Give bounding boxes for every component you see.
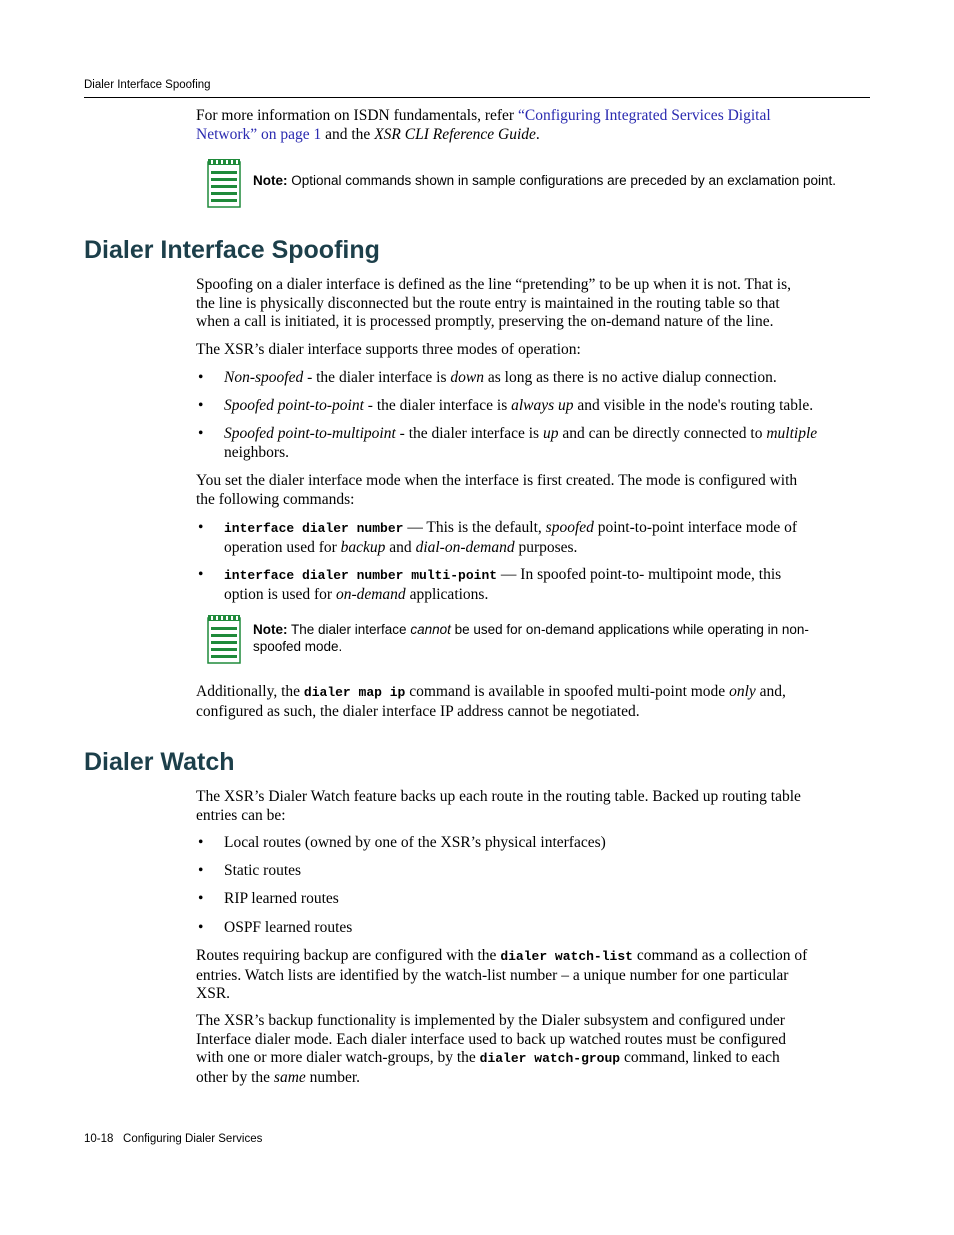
intro-prefix: For more information on ISDN fundamentals, refer — [196, 107, 518, 124]
bullet: • — [198, 862, 204, 879]
watch-group-paragraph — [196, 1012, 866, 1088]
note-emphasis: cannot — [410, 622, 451, 637]
mode-term: Spoofed point-to-multipoint — [224, 425, 396, 442]
command-text: and — [385, 538, 416, 556]
mode-item-point-to-multipoint — [224, 425, 866, 462]
dialer-watch-intro-paragraph — [196, 788, 866, 825]
command-text: option is used for — [224, 585, 336, 603]
text-span: command as a collection of — [632, 947, 808, 964]
text-line: entries can be: — [196, 806, 286, 824]
command-item-interface-dialer-number — [224, 519, 866, 557]
mode-emphasis: multiple — [766, 425, 818, 442]
command-text: purposes. — [514, 538, 578, 556]
text-line: XSR. — [196, 985, 231, 1003]
bullet: • — [198, 919, 204, 936]
bullet: • — [198, 566, 204, 583]
route-item-static: Static routes — [224, 862, 302, 879]
command-emphasis: dial-on-demand — [415, 538, 515, 556]
text-span: and, — [755, 683, 786, 700]
mode-term: Spoofed point-to-point — [224, 397, 364, 414]
text-span: number. — [305, 1069, 361, 1087]
text-line: the line is physically disconnected but the route entry is maintained in the routing table so that — [196, 294, 780, 312]
intro-paragraph — [196, 107, 866, 144]
mode-text: - the dialer interface is — [395, 425, 543, 442]
intro-end: . — [535, 125, 540, 143]
mode-text: as long as there is no active dialup connection. — [484, 369, 777, 386]
text-line: configured as such, the dialer interface IP address cannot be negotiated. — [196, 702, 640, 720]
chapter-title: Configuring Dialer Services — [123, 1133, 263, 1145]
notepad-icon — [207, 158, 241, 208]
command-item-multi-point — [224, 566, 866, 604]
command-code: dialer watch-group — [479, 1051, 621, 1067]
text-emphasis: same — [273, 1069, 306, 1087]
note-text: spoofed mode. — [253, 639, 343, 654]
command-emphasis: on-demand — [335, 585, 406, 603]
bullet: • — [198, 425, 204, 442]
mode-emphasis: always up — [511, 397, 574, 414]
route-item-local: Local routes (owned by one of the XSR’s physical interfaces) — [224, 834, 606, 851]
text-span: with one or more dialer watch-groups, by the — [196, 1049, 480, 1067]
text-line: You set the dialer interface mode when the interface is first created. The mode is configured with — [196, 472, 798, 489]
command-code: dialer map ip — [303, 685, 406, 700]
note-label: Note: — [253, 622, 288, 637]
mode-text: - the dialer interface is — [303, 369, 451, 386]
mode-text: - the dialer interface is — [363, 397, 512, 414]
header-rule — [84, 97, 870, 98]
mode-item-non-spoofed — [224, 369, 866, 388]
text-emphasis: only — [729, 683, 756, 700]
section-heading-dialer-watch: Dialer Watch — [84, 748, 235, 776]
command-text: point-to-point interface mode of — [593, 519, 798, 536]
mode-text: neighbors. — [224, 443, 290, 461]
intro-guide: XSR CLI Reference Guide — [374, 125, 536, 143]
bullet: • — [198, 369, 204, 386]
mode-emphasis: down — [450, 369, 484, 386]
bullet: • — [198, 519, 204, 536]
text-line: Spoofing on a dialer interface is defined as the line “pretending” to be up when it is not. That is, — [196, 276, 792, 293]
intro-link-line1[interactable]: “Configuring Integrated Services Digital — [517, 107, 771, 124]
note-text: The dialer interface — [287, 622, 411, 637]
bullet: • — [198, 834, 204, 851]
dialer-map-ip-paragraph — [196, 683, 866, 721]
note-text: be used for on-demand applications while operating in non- — [450, 622, 809, 637]
text-line: Interface dialer mode. Each dialer interface used to back up watched routes must be configured — [196, 1030, 787, 1048]
text-span: other by the — [196, 1069, 274, 1087]
text-line: The XSR’s backup functionality is implemented by the Dialer subsystem and configured under — [196, 1012, 785, 1029]
text-line: The XSR’s Dialer Watch feature backs up each route in the routing table. Backed up routing table — [196, 788, 801, 805]
modes-intro-paragraph: The XSR’s dialer interface supports three modes of operation: — [196, 341, 581, 358]
text-span: command, linked to each — [620, 1049, 780, 1067]
mode-config-paragraph — [196, 472, 866, 509]
intro-link-line2[interactable]: Network” on page 1 — [196, 125, 322, 143]
mode-text: and can be directly connected to — [558, 425, 767, 442]
running-head: Dialer Interface Spoofing — [84, 79, 211, 91]
page-footer — [84, 1133, 262, 1145]
bullet: • — [198, 890, 204, 907]
note-label: Note: — [253, 173, 288, 188]
page-number: 10-18 — [84, 1133, 114, 1145]
section-heading-dialer-interface-spoofing: Dialer Interface Spoofing — [84, 236, 380, 264]
bullet: • — [198, 397, 204, 414]
command-text: operation used for — [224, 538, 341, 556]
command-text: — In spoofed point-to- multipoint mode, this — [497, 566, 782, 583]
notepad-icon — [207, 614, 241, 664]
note-non-spoofed-mode — [253, 621, 863, 655]
note-text: Optional commands shown in sample configurations are preceded by an exclamation point. — [287, 173, 837, 188]
text-line: the following commands: — [196, 490, 355, 508]
route-item-rip: RIP learned routes — [224, 890, 339, 907]
text-span: Routes requiring backup are configured with the — [196, 947, 501, 964]
text-line: when a call is initiated, it is processed promptly, preserving the on-demand nature of the line. — [196, 313, 774, 331]
text-span: command is available in spoofed multi-point mode — [405, 683, 730, 700]
mode-emphasis: up — [542, 425, 559, 442]
text-span: Additionally, the — [196, 683, 304, 700]
mode-term: Non-spoofed — [224, 369, 304, 386]
command-code: dialer watch-list — [500, 949, 633, 964]
spoofing-definition-paragraph — [196, 276, 866, 332]
command-emphasis: spoofed — [545, 519, 594, 536]
text-line: entries. Watch lists are identified by the watch-list number – a unique number for one particular — [196, 966, 789, 984]
command-text: — This is the default, — [403, 519, 546, 536]
command-emphasis: backup — [340, 538, 386, 556]
route-item-ospf: OSPF learned routes — [224, 919, 353, 936]
mode-text: and visible in the node's routing table. — [573, 397, 814, 414]
note-optional-commands — [253, 172, 863, 189]
intro-mid: and the — [321, 125, 375, 143]
watch-list-paragraph — [196, 947, 876, 1004]
command-text: applications. — [405, 585, 489, 603]
command-code: interface dialer number multi-point — [224, 568, 498, 583]
command-code: interface dialer number — [224, 521, 404, 536]
mode-item-point-to-point — [224, 397, 866, 416]
